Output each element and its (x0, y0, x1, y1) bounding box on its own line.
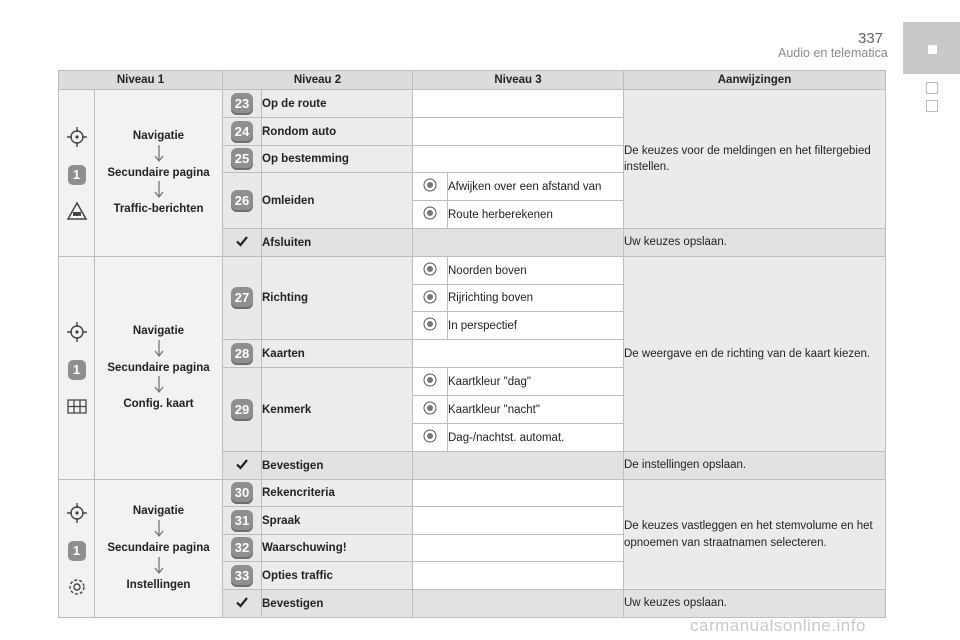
level3-empty (413, 507, 624, 535)
option-icon-cell (413, 257, 448, 285)
table-row (59, 480, 886, 507)
radio-option-icon (423, 178, 437, 192)
radio-option-icon (423, 206, 437, 220)
number-badge: 26 (231, 190, 253, 212)
option-icon-cell (413, 312, 448, 340)
confirm-note: Uw keuzes opslaan. (624, 590, 886, 618)
confirm-icon-cell (223, 229, 262, 257)
option-icon-cell (413, 396, 448, 424)
number-badge: 23 (231, 93, 253, 115)
arrow-down-icon (154, 340, 164, 360)
checkmark-icon (236, 596, 248, 608)
page-section-title: Audio en telematica (778, 46, 888, 60)
level3-empty (413, 535, 624, 562)
level2-item: Opties traffic (262, 562, 413, 590)
note-cell: De weergave en de richting van de kaart kiezen. (624, 257, 886, 452)
nav-level1: Navigatie (132, 505, 185, 518)
level3-empty (413, 480, 624, 507)
nav-level2: Secundaire pagina (107, 166, 210, 179)
arrow-down-icon (154, 520, 164, 540)
menu-table (58, 70, 886, 618)
checkmark-icon (236, 458, 248, 470)
item-number (223, 340, 262, 368)
item-number (223, 118, 262, 146)
item-number (223, 507, 262, 535)
number-badge: 32 (231, 537, 253, 559)
watermark: carmanualsonline.info (690, 616, 866, 635)
arrow-down-icon (154, 181, 164, 201)
crosshair-icon (65, 125, 89, 149)
number-badge: 24 (231, 121, 253, 143)
confirm-note: De instellingen opslaan. (624, 452, 886, 480)
level3-empty (413, 562, 624, 590)
nav-level2: Secundaire pagina (107, 542, 210, 555)
crosshair-icon (65, 320, 89, 344)
level2-item: Waarschuwing! (262, 535, 413, 562)
confirm-label: Bevestigen (262, 590, 413, 618)
radio-option-icon (423, 373, 437, 387)
level2-item: Rondom auto (262, 118, 413, 146)
level1-path (95, 257, 223, 480)
confirm-icon-cell (223, 590, 262, 618)
header-level3: Niveau 3 (413, 71, 624, 90)
arrow-down-icon (154, 557, 164, 577)
level1-icons (59, 257, 95, 480)
level2-item: Omleiden (262, 173, 413, 229)
number-badge: 33 (231, 565, 253, 587)
level3-empty (413, 146, 624, 173)
table-row (59, 90, 886, 118)
radio-option-icon (423, 317, 437, 331)
level3-empty (413, 452, 624, 480)
radio-option-icon (423, 262, 437, 276)
radio-option-icon (423, 429, 437, 443)
menu-badge: 1 (68, 541, 86, 561)
nav-level3: Config. kaart (123, 398, 194, 411)
note-cell: De keuzes vastleggen en het stemvolume en het opnoemen van straatnamen selecteren. (624, 480, 886, 590)
number-badge: 29 (231, 399, 253, 421)
header-notes: Aanwijzingen (624, 71, 886, 90)
number-badge: 30 (231, 482, 253, 504)
checkmark-icon (236, 235, 248, 247)
level3-option: Kaartkleur "nacht" (448, 396, 624, 424)
level3-empty (413, 340, 624, 368)
confirm-label: Afsluiten (262, 229, 413, 257)
radio-option-icon (423, 290, 437, 304)
level1-icons (59, 90, 95, 257)
item-number (223, 146, 262, 173)
level3-empty (413, 118, 624, 146)
option-icon-cell (413, 285, 448, 312)
nav-level1: Navigatie (132, 324, 185, 337)
level3-option: Rijrichting boven (448, 285, 624, 312)
item-number (223, 535, 262, 562)
level3-option: Kaartkleur "dag" (448, 368, 624, 396)
option-icon-cell (413, 424, 448, 452)
level3-empty (413, 90, 624, 118)
option-icon-cell (413, 368, 448, 396)
confirm-note: Uw keuzes opslaan. (624, 229, 886, 257)
option-icon-cell (413, 173, 448, 201)
confirm-icon-cell (223, 452, 262, 480)
menu-badge: 1 (68, 165, 86, 185)
page-number: 337 (858, 30, 884, 47)
level2-item: Kaarten (262, 340, 413, 368)
item-number (223, 257, 262, 340)
level3-option: Route herberekenen (448, 201, 624, 229)
map-grid-icon (66, 396, 88, 416)
table-row (59, 257, 886, 285)
nav-level2: Secundaire pagina (107, 361, 210, 374)
level3-empty (413, 229, 624, 257)
level1-path (95, 480, 223, 618)
menu-badge: 1 (68, 360, 86, 380)
level2-item: Rekencriteria (262, 480, 413, 507)
arrow-down-icon (154, 145, 164, 165)
item-number (223, 173, 262, 229)
level3-empty (413, 590, 624, 618)
level3-option: Noorden boven (448, 257, 624, 285)
settings-gear-icon (67, 577, 87, 597)
header-level1: Niveau 1 (59, 71, 223, 90)
item-number (223, 368, 262, 452)
header-level2: Niveau 2 (223, 71, 413, 90)
number-badge: 31 (231, 510, 253, 532)
level3-option: Afwijken over een afstand van (448, 173, 624, 201)
item-number (223, 90, 262, 118)
item-number (223, 562, 262, 590)
item-number (223, 480, 262, 507)
level2-item: Richting (262, 257, 413, 340)
section-tab-active (903, 22, 960, 74)
arrow-down-icon (154, 376, 164, 396)
section-tab-box (926, 82, 938, 94)
note-cell: De keuzes voor de meldingen en het filtergebied instellen. (624, 90, 886, 229)
nav-level3: Instellingen (126, 578, 191, 591)
nav-level3: Traffic-berichten (113, 203, 204, 216)
number-badge: 28 (231, 343, 253, 365)
option-icon-cell (413, 201, 448, 229)
level2-item: Op bestemming (262, 146, 413, 173)
level2-item: Spraak (262, 507, 413, 535)
number-badge: 25 (231, 148, 253, 170)
level2-item: Kenmerk (262, 368, 413, 452)
section-tab-box (926, 100, 938, 112)
crosshair-icon (65, 501, 89, 525)
tab-square-icon (928, 45, 937, 54)
level1-path (95, 90, 223, 257)
number-badge: 27 (231, 287, 253, 309)
radio-option-icon (423, 401, 437, 415)
level3-option: In perspectief (448, 312, 624, 340)
traffic-warning-icon (66, 201, 88, 221)
table-header-row (59, 71, 886, 90)
level3-option: Dag-/nachtst. automat. (448, 424, 624, 452)
level2-item: Op de route (262, 90, 413, 118)
level1-icons (59, 480, 95, 618)
nav-level1: Navigatie (132, 129, 185, 142)
confirm-label: Bevestigen (262, 452, 413, 480)
